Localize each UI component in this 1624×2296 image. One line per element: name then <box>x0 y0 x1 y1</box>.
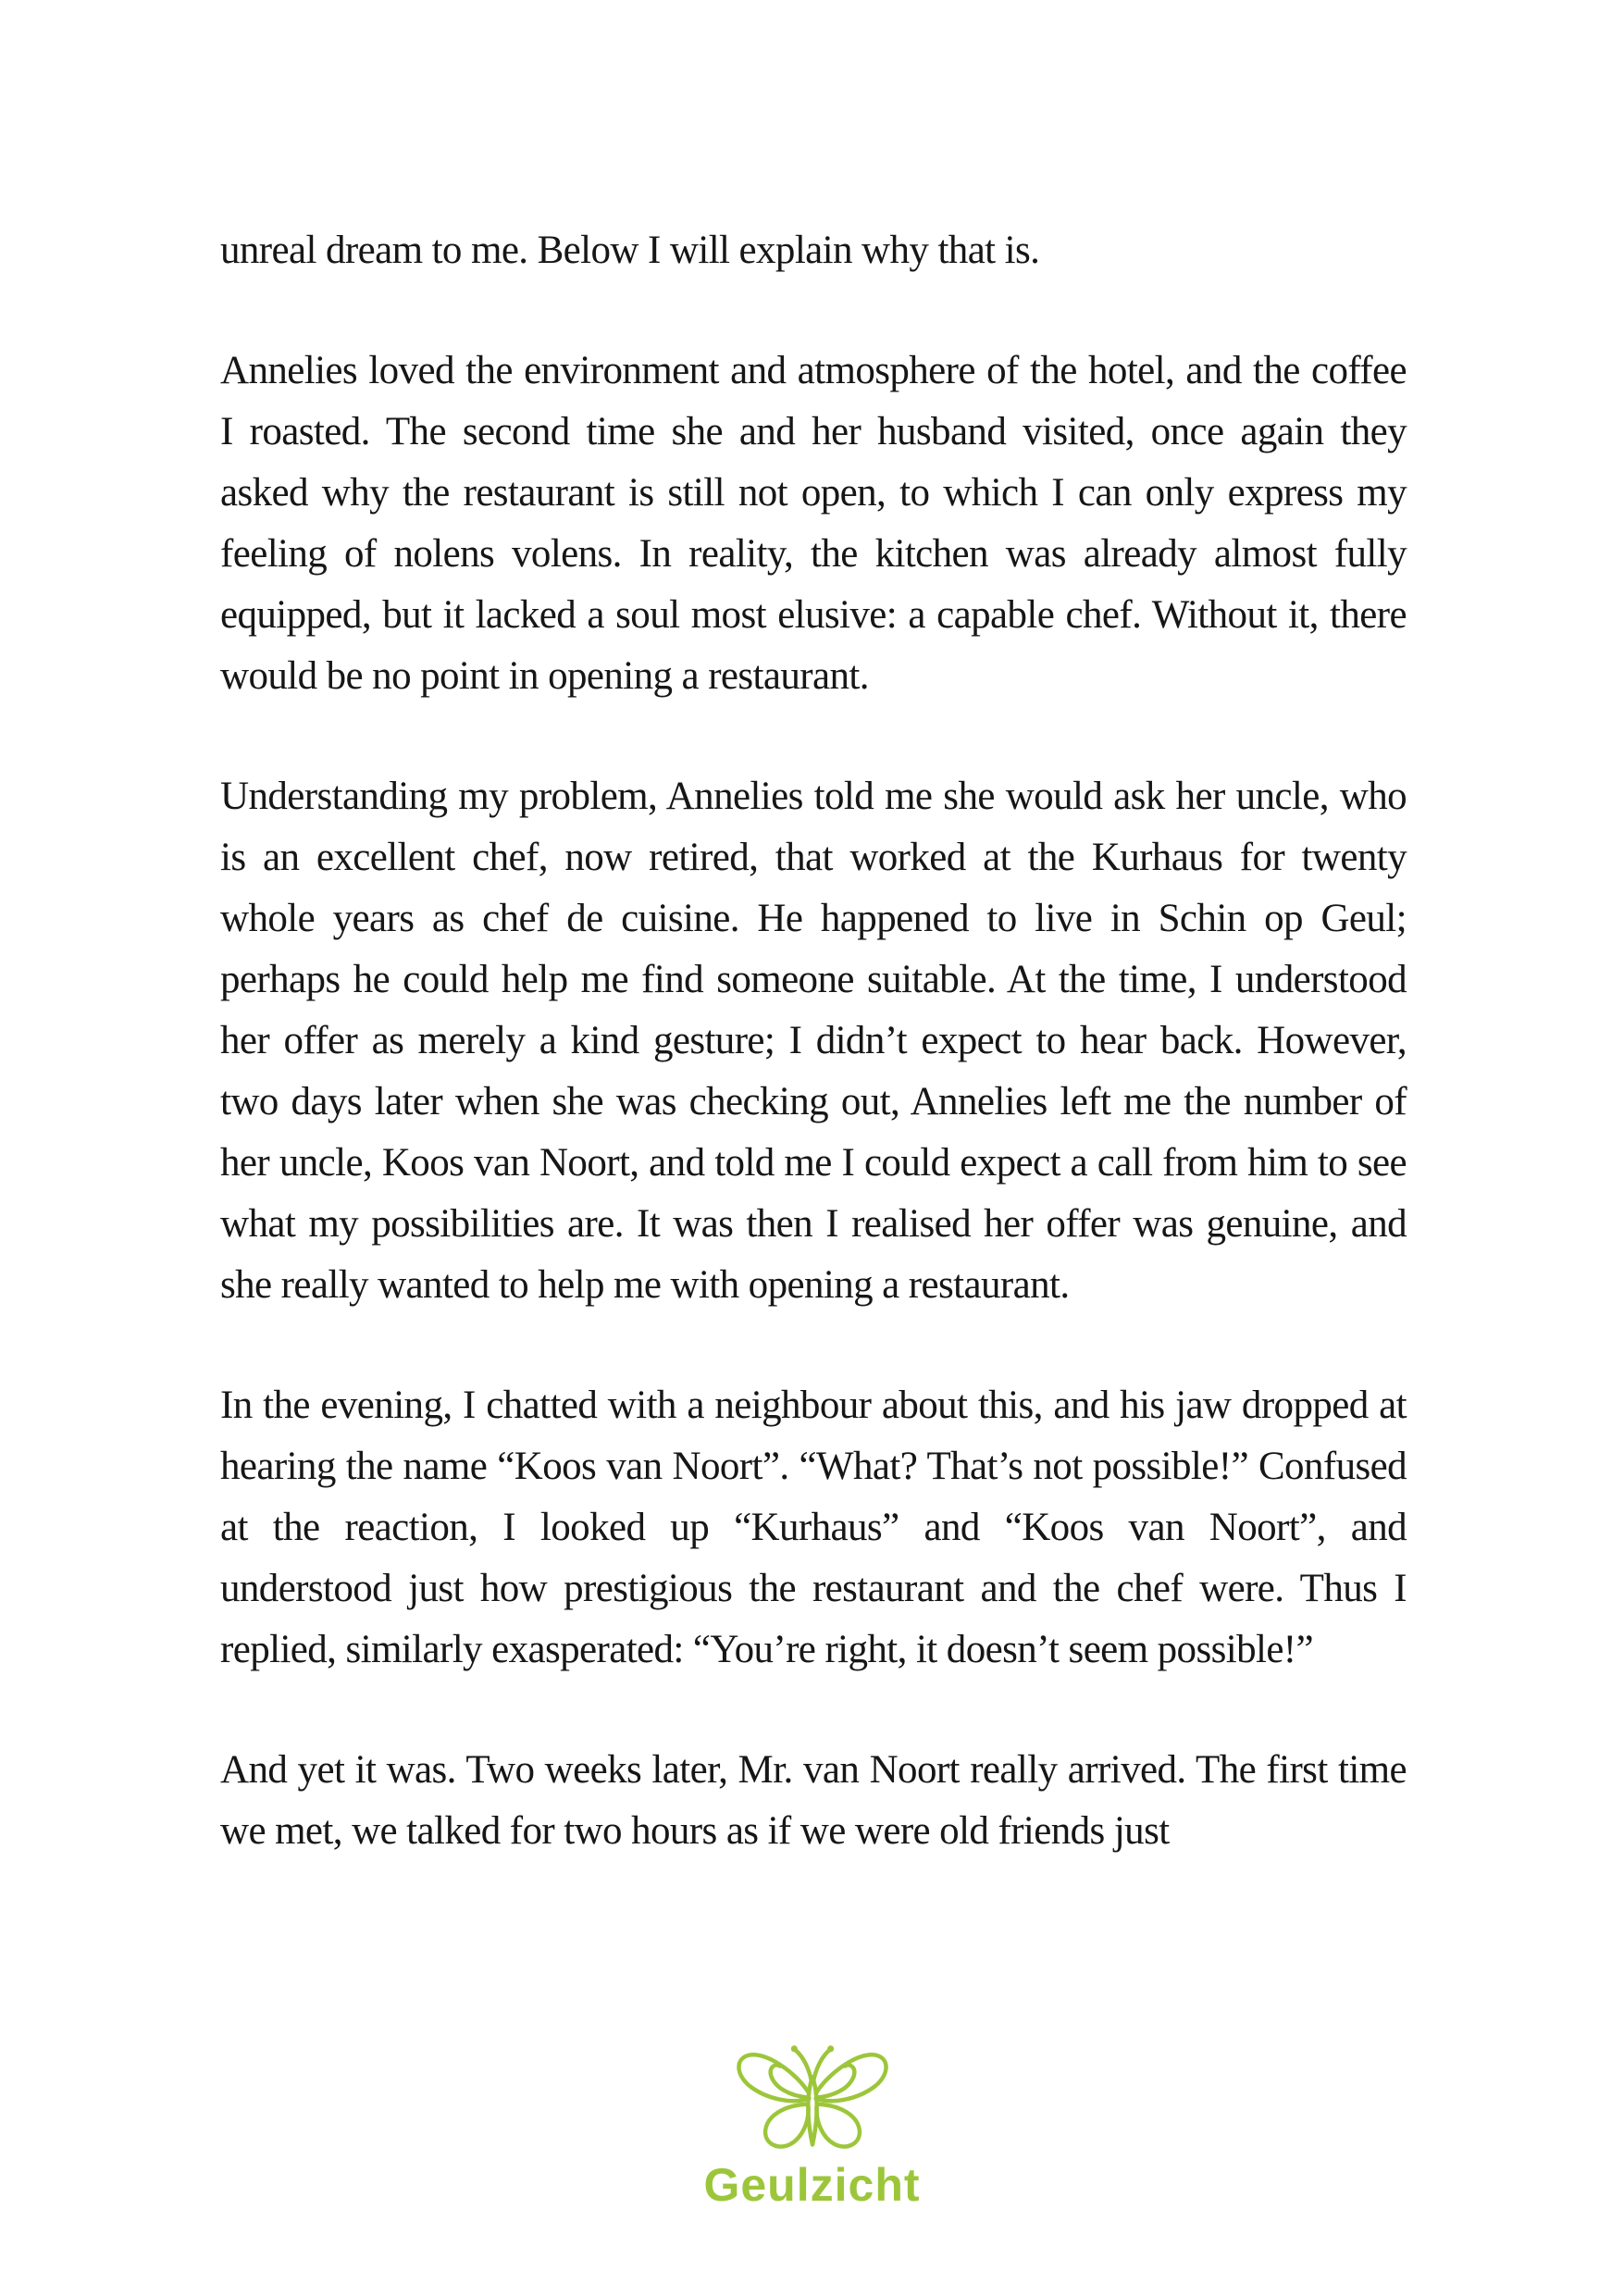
paragraph: Understanding my problem, Annelies told me she would ask her uncle, who is an excellent chef, now retired, that worked at the Kurhaus for twenty whole years as chef de cuisine. He happened to live in Schin op Geul; perhaps he could help me find someone suitable. At the time, I understood her offer as merely a kind gesture; I didn’t expect to hear back. However, two days later when she was checking out, Annelies left me the number of her uncle, Koos van Noort, and told me I could expect a call from him to see what my possibilities are. It was then I realised her offer was genuine, and she really wanted to help me with opening a restaurant. <box>220 775 1407 1307</box>
butterfly-icon <box>727 2032 898 2156</box>
paragraph: In the evening, I chatted with a neighbour about this, and his jaw dropped at hearing the name “Koos van Noort”. “What? That’s not possible!” Confused at the reaction, I looked up “Kurhaus” and “Koos van Noort”, and understood just how prestigious the restaurant and the chef were. Thus I replied, similarly exasperated: “You’re right, it doesn’t seem possible!” <box>220 1384 1407 1671</box>
page-body <box>220 220 1407 1921</box>
paragraph: unreal dream to me. Below I will explain why that is. <box>220 229 1040 272</box>
paragraph: Annelies loved the environment and atmosphere of the hotel, and the coffee I roasted. The second time she and her husband visited, once again they asked why the restaurant is still not open, to which I can only express my feeling of nolens volens. In reality, the kitchen was already almost fully equipped, but it lacked a soul most elusive: a capable chef. Without it, there would be no point in opening a restaurant. <box>220 349 1407 698</box>
paragraph: And yet it was. Two weeks later, Mr. van Noort really arrived. The first time we met, we talked for two hours as if we were old friends just <box>220 1748 1407 1853</box>
publisher-logo <box>0 2032 1624 2212</box>
logo-wordmark: Geulzicht <box>703 2159 921 2211</box>
